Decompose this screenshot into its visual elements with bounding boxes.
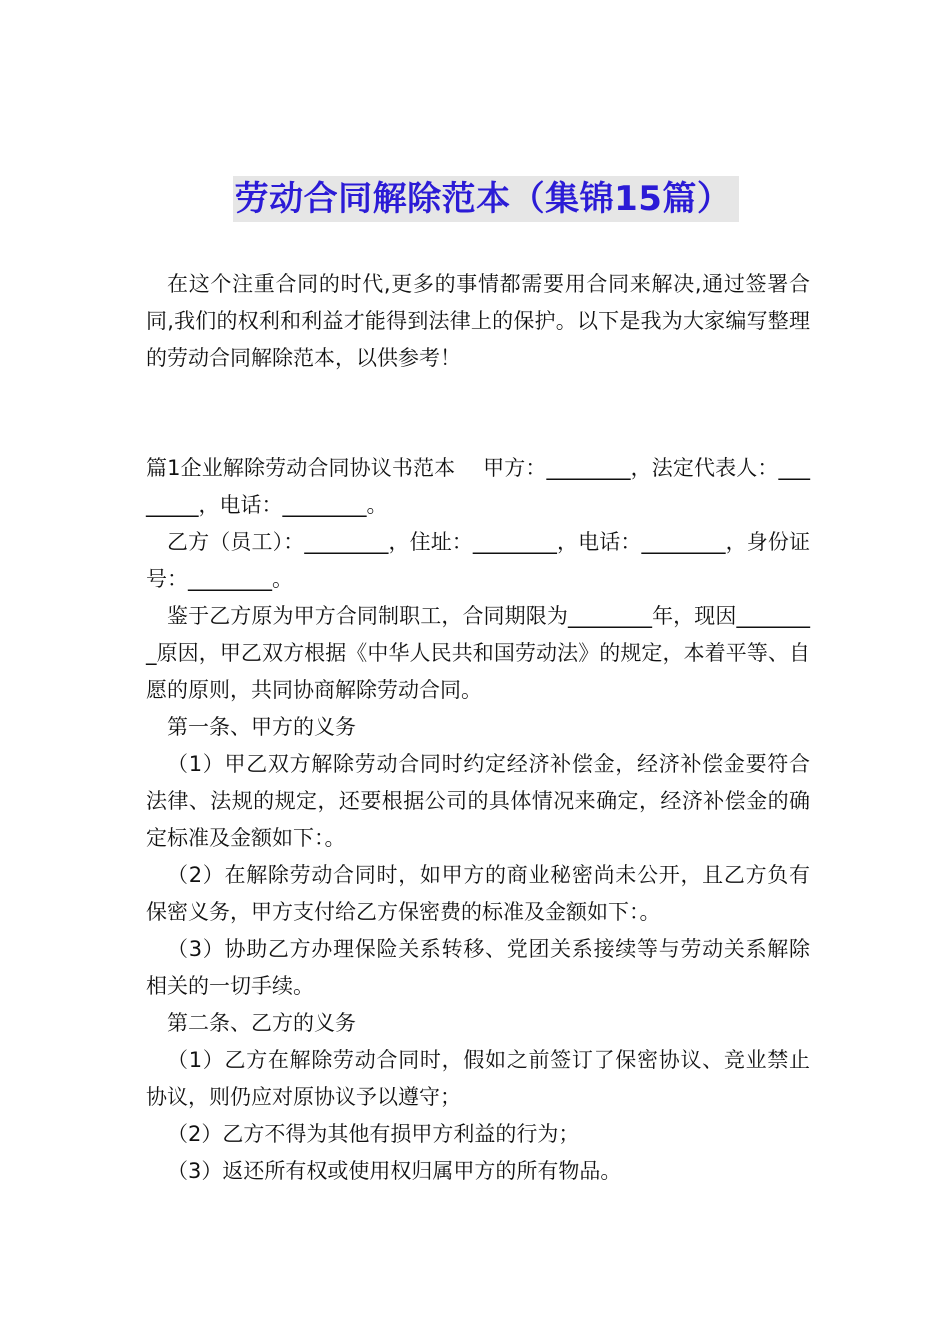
article-1-heading: 第一条、甲方的义务 [167,715,356,739]
title-container [0,176,950,222]
contract-preamble: 鉴于乙方原为甲方合同制职工，合同期限为________年，现因________原因，甲乙双方根据《中华人民共和国劳动法》的规定，本着平等、自愿的原则，共同协商解除劳动合同。 [146,604,810,702]
contract-body [146,450,810,1190]
contract-parties-a: 篇1企业解除劳动合同协议书范本 甲方：________，法定代表人：________，电话：________。 [146,456,810,517]
article-2-item-3: （3）返还所有权或使用权归属甲方的所有物品。 [167,1159,622,1183]
article-2-item-2: （2）乙方不得为其他有损甲方利益的行为； [167,1122,580,1146]
intro-section [146,266,810,377]
intro-paragraph: 在这个注重合同的时代,更多的事情都需要用合同来解决,通过签署合同,我们的权利和利益才能得到法律上的保护。以下是我为大家编写整理的劳动合同解除范本，以供参考！ [146,272,810,370]
article-1-item-3: （3）协助乙方办理保险关系转移、党团关系接续等与劳动关系解除相关的一切手续。 [146,937,810,998]
article-2-heading: 第二条、乙方的义务 [167,1011,356,1035]
contract-parties-b: 乙方（员工）：________，住址：________，电话：________，身份证号：________。 [146,530,810,591]
article-2-item-1: （1）乙方在解除劳动合同时，假如之前签订了保密协议、竞业禁止协议，则仍应对原协议予以遵守； [146,1048,810,1109]
document-title: 劳动合同解除范本（集锦15篇） [233,176,740,222]
article-1-item-1: （1）甲乙双方解除劳动合同时约定经济补偿金，经济补偿金要符合法律、法规的规定，还要根据公司的具体情况来确定，经济补偿金的确定标准及金额如下：。 [146,752,810,850]
article-1-item-2: （2）在解除劳动合同时，如甲方的商业秘密尚未公开，且乙方负有保密义务，甲方支付给乙方保密费的标准及金额如下：。 [146,863,810,924]
